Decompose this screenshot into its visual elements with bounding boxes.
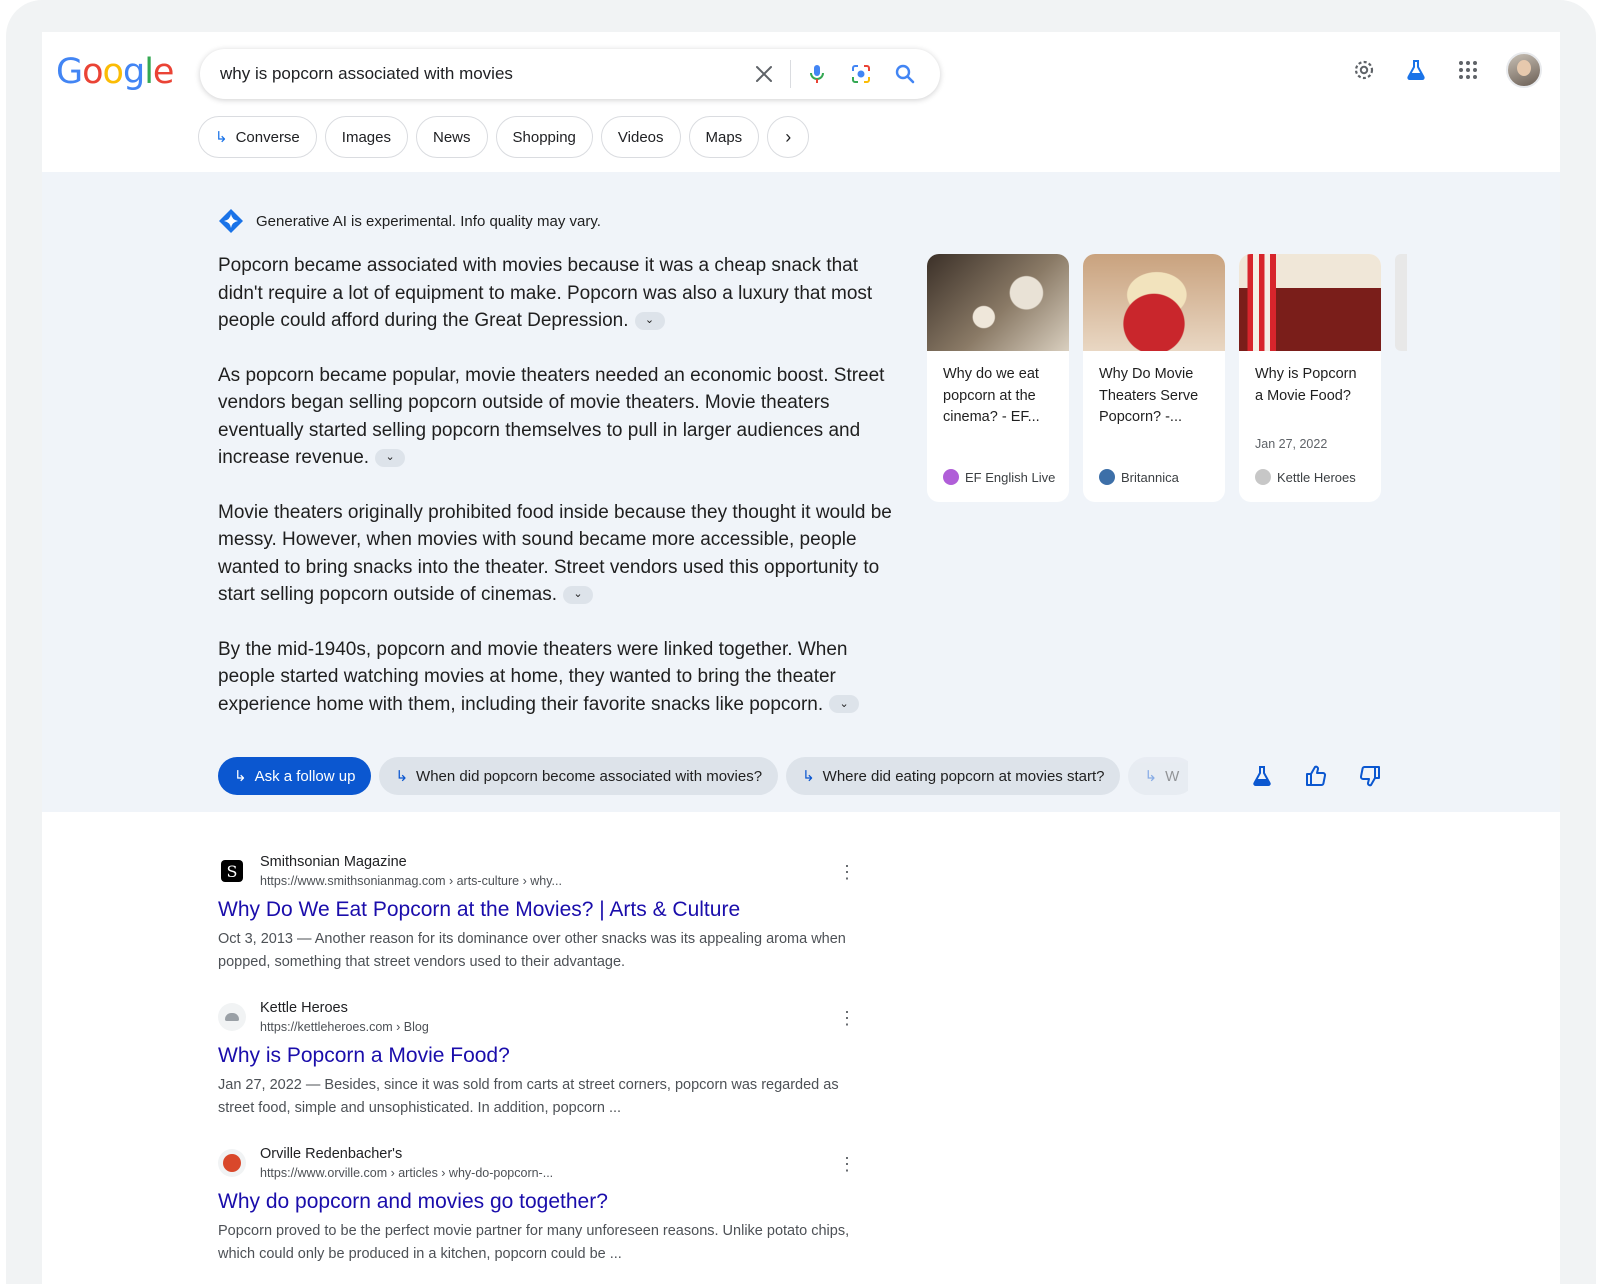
source-name: Britannica	[1121, 469, 1179, 485]
search-box[interactable]	[200, 49, 940, 99]
followup-chip[interactable]	[786, 757, 1120, 795]
source-name: EF English Live	[965, 469, 1056, 485]
header-actions	[1350, 52, 1542, 88]
logo-letter: l	[144, 52, 153, 92]
chip-label: When did popcorn become associated with movies?	[416, 767, 763, 785]
tab-label: News	[432, 128, 471, 146]
followup-chip[interactable]	[379, 757, 778, 795]
tab-news[interactable]	[416, 116, 488, 158]
tab-shopping[interactable]	[496, 116, 593, 158]
source-card[interactable]	[1083, 254, 1225, 502]
thumbs-up-icon[interactable]	[1304, 764, 1328, 788]
ai-paragraph	[218, 636, 908, 719]
tab-label: Videos	[617, 128, 664, 146]
tab-videos[interactable]	[601, 116, 681, 158]
result-site-name: Kettle Heroes	[260, 1000, 348, 1016]
tab-label: Converse	[235, 128, 300, 146]
next-card-peek[interactable]	[1395, 254, 1407, 351]
ai-feedback-actions	[1250, 764, 1382, 788]
tab-images[interactable]	[325, 116, 408, 158]
result-url: https://www.smithsonianmag.com › arts-culture › why...	[260, 874, 562, 888]
followup-chips	[218, 757, 1188, 795]
paragraph-text: Popcorn became associated with movies because it was a cheap snack that didn't require a lot of equipment to make. Popcorn was also a luxury that most people could afford during the Great Depression.	[218, 255, 873, 331]
search-result	[218, 1144, 858, 1284]
card-thumbnail	[927, 254, 1069, 351]
chevron-down-icon[interactable]: ⌄	[563, 586, 593, 604]
card-thumbnail	[1083, 254, 1225, 351]
chevron-right-icon: ›	[785, 126, 792, 147]
source-card[interactable]	[1239, 254, 1381, 502]
result-source[interactable]	[218, 1144, 858, 1182]
ef-favicon-icon	[943, 469, 959, 485]
divider	[790, 60, 791, 88]
tab-maps[interactable]	[689, 116, 760, 158]
chevron-down-icon[interactable]: ⌄	[635, 312, 665, 330]
result-title-link[interactable]: Why do popcorn and movies go together?	[218, 1190, 608, 1213]
logo-letter: G	[56, 52, 83, 92]
result-source[interactable]	[218, 852, 858, 890]
lens-camera-icon[interactable]	[848, 61, 874, 87]
tabs-more-button[interactable]	[767, 116, 809, 158]
result-site-name: Smithsonian Magazine	[260, 854, 407, 870]
card-source	[1099, 469, 1179, 485]
card-source	[1255, 469, 1356, 485]
result-snippet: Popcorn proved to be the perfect movie partner for many unforeseen reasons. Unlike potato chips, which could only be produced in a kitchen, popcorn could be ...	[218, 1223, 850, 1262]
ai-paragraph	[218, 252, 908, 335]
microphone-icon[interactable]	[804, 61, 830, 87]
source-card[interactable]	[927, 254, 1069, 502]
result-snippet: Oct 3, 2013 — Another reason for its dominance over other snacks was its appealing aroma when popped, something that street vendors used to their advantage.	[218, 931, 846, 970]
result-source[interactable]	[218, 998, 858, 1036]
card-source	[943, 469, 1055, 485]
more-vert-icon[interactable]: ⋮	[838, 862, 856, 882]
chip-label: Where did eating popcorn at movies start?	[822, 767, 1105, 785]
google-logo[interactable]	[56, 52, 173, 92]
result-site-name: Orville Redenbacher's	[260, 1146, 403, 1162]
labs-flask-icon[interactable]	[1402, 56, 1430, 84]
britannica-favicon-icon	[1099, 469, 1115, 485]
source-cards	[927, 254, 1407, 502]
logo-letter: o	[82, 52, 103, 92]
card-date: Jan 27, 2022	[1255, 437, 1328, 451]
tab-label: Shopping	[512, 128, 576, 146]
account-avatar[interactable]	[1506, 52, 1542, 88]
settings-gear-icon[interactable]	[1350, 56, 1378, 84]
ai-overview	[42, 172, 1560, 812]
logo-letter: o	[102, 52, 123, 92]
ai-paragraph	[218, 362, 908, 472]
tab-label: Maps	[705, 128, 743, 146]
reply-arrow-icon: ↳	[215, 129, 228, 146]
sparkle-icon	[218, 208, 244, 234]
tab-converse[interactable]	[198, 116, 317, 158]
chevron-down-icon[interactable]: ⌄	[829, 695, 859, 713]
search-result	[218, 998, 858, 1144]
followup-chip[interactable]	[1128, 757, 1188, 795]
smithsonian-favicon-icon: S	[221, 860, 243, 882]
ai-paragraph	[218, 499, 908, 609]
clear-icon[interactable]	[751, 61, 777, 87]
card-thumbnail	[1239, 254, 1381, 351]
labs-flask-icon[interactable]	[1250, 764, 1274, 788]
kettle-heroes-favicon-icon	[218, 1003, 246, 1031]
result-title-link[interactable]: Why Do We Eat Popcorn at the Movies? | Arts & Culture	[218, 898, 741, 921]
paragraph-text: As popcorn became popular, movie theaters needed an economic boost. Street vendors began selling popcorn outside of movie theaters. Movie theaters eventually started selling popcorn themselves to pull in larger audiences and increase revenue.	[218, 364, 885, 468]
more-vert-icon[interactable]: ⋮	[838, 1008, 856, 1028]
search-results	[218, 852, 858, 1284]
more-vert-icon[interactable]: ⋮	[838, 1154, 856, 1174]
search-result	[218, 852, 858, 998]
reply-arrow-icon: ↳	[802, 768, 815, 785]
chevron-down-icon[interactable]: ⌄	[375, 449, 405, 467]
chip-label: Ask a follow up	[254, 767, 356, 785]
orville-favicon-icon	[218, 1149, 246, 1177]
card-title: Why Do Movie Theaters Serve Popcorn? -...	[1099, 366, 1199, 425]
ai-answer	[218, 252, 908, 745]
ai-disclaimer	[218, 208, 601, 234]
kettle-heroes-favicon-icon	[1255, 469, 1271, 485]
disclaimer-text: Generative AI is experimental. Info quality may vary.	[256, 212, 601, 230]
result-url: https://kettleheroes.com › Blog	[260, 1020, 429, 1034]
reply-arrow-icon: ↳	[234, 768, 247, 785]
result-url: https://www.orville.com › articles › why-do-popcorn-...	[260, 1166, 554, 1180]
chip-label: W	[1165, 767, 1180, 785]
result-title-link[interactable]: Why is Popcorn a Movie Food?	[218, 1044, 510, 1067]
logo-letter: g	[122, 52, 145, 92]
ask-follow-up-button[interactable]	[218, 757, 371, 795]
search-input[interactable]	[200, 64, 742, 84]
paragraph-text: By the mid-1940s, popcorn and movie theaters were linked together. When people started watching movies at home, they wanted to bring the theater experience home with them, including their favorite snacks like popcorn.	[218, 638, 848, 715]
tab-label: Images	[341, 128, 391, 146]
thumbs-down-icon[interactable]	[1358, 764, 1382, 788]
paragraph-text: Movie theaters originally prohibited food inside because they thought it would be messy. However, when movies with sound became more accessible, people wanted to bring snacks into the theater. Street vendors used this opportunity to start selling popcorn outside of cinemas.	[218, 501, 892, 605]
result-snippet: Jan 27, 2022 — Besides, since it was sold from carts at street corners, popcorn was regarded as street food, simple and unsophisticated. In addition, popcorn ...	[218, 1077, 839, 1116]
search-icon[interactable]	[892, 61, 918, 87]
source-name: Kettle Heroes	[1277, 469, 1356, 485]
logo-letter: e	[152, 52, 174, 92]
reply-arrow-icon: ↳	[1144, 768, 1158, 785]
apps-grid-icon[interactable]	[1454, 56, 1482, 84]
browser-viewport	[42, 32, 1560, 1284]
reply-arrow-icon: ↳	[395, 768, 409, 785]
card-title: Why do we eat popcorn at the cinema? - EF...	[943, 366, 1040, 425]
search-tabs	[198, 116, 809, 158]
card-title: Why is Popcorn a Movie Food?	[1255, 366, 1357, 404]
